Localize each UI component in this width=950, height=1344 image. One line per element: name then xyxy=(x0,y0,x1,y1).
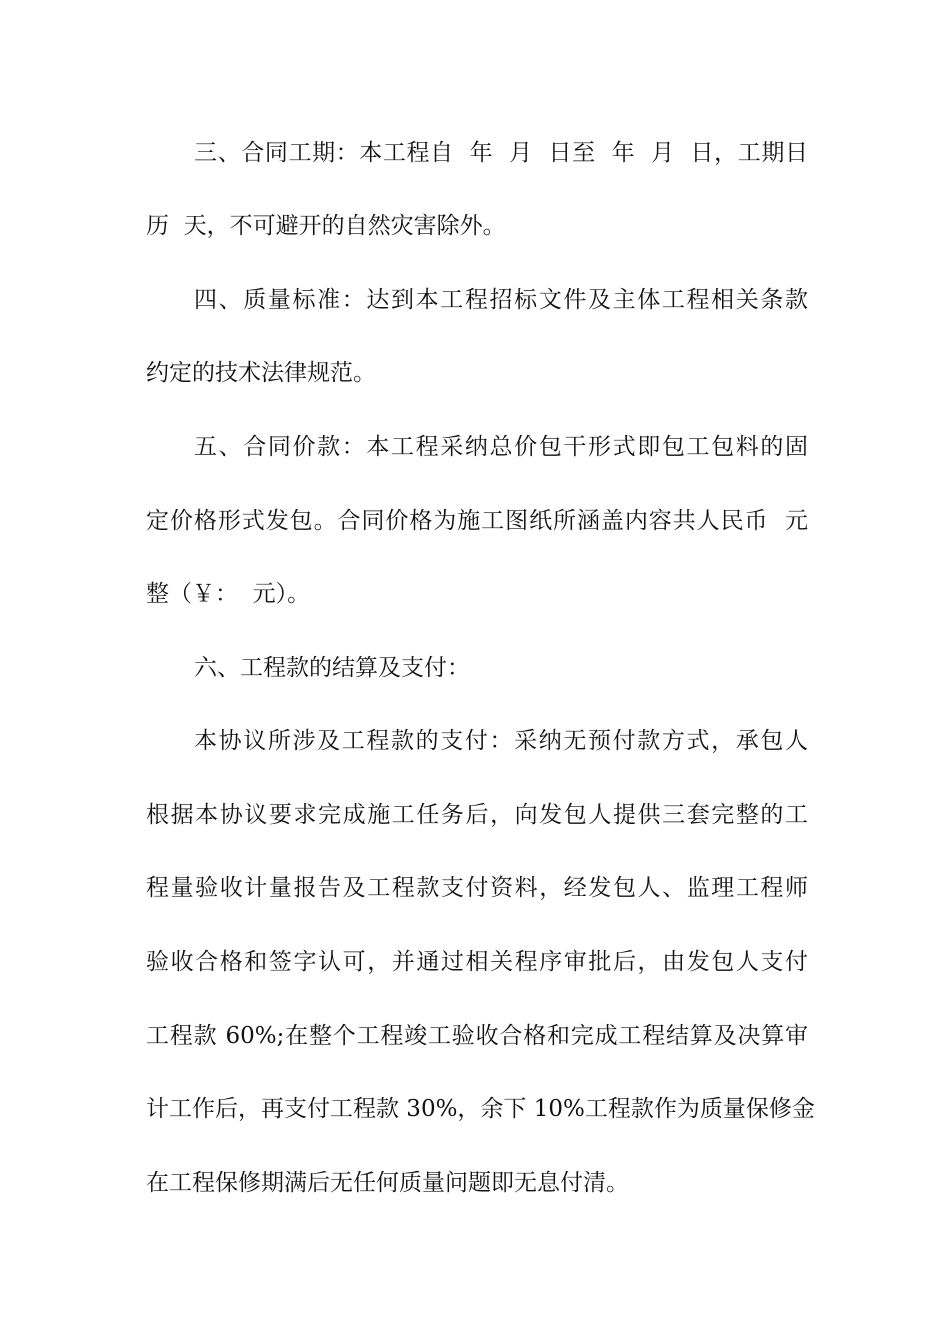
clause-6-line-1: 本协议所涉及工程款的支付：采纳无预付款方式，承包人 xyxy=(194,728,808,754)
clause-6-line-5: 工程款 60%;在整个工程竣工验收合格和完成工程结算及决算审 xyxy=(146,1023,808,1049)
clause-6-line-3: 程量验收计量报告及工程款支付资料，经发包人、监理工程师 xyxy=(146,875,808,901)
clause-6-line-7: 在工程保修期满后无任何质量问题即无息付清。 xyxy=(146,1170,629,1196)
clause-5-line-1: 五、合同价款：本工程采纳总价包干形式即包工包料的固 xyxy=(194,434,808,460)
clause-4-line-1: 四、质量标准：达到本工程招标文件及主体工程相关条款 xyxy=(194,287,808,313)
clause-5-line-2: 定价格形式发包。合同价格为施工图纸所涵盖内容共人民币 元 xyxy=(146,508,808,534)
clause-3-line-2: 历 天，不可避开的自然灾害除外。 xyxy=(146,213,506,239)
clause-5-line-3: 整（￥： 元）。 xyxy=(146,581,311,607)
clause-6-line-2: 根据本协议要求完成施工任务后，向发包人提供三套完整的工 xyxy=(146,802,808,828)
clause-4-line-2: 约定的技术法律规范。 xyxy=(146,360,376,386)
clause-6-line-4: 验收合格和签字认可，并通过相关程序审批后，由发包人支付 xyxy=(146,949,808,975)
clause-6-line-6: 计工作后，再支付工程款 30%，余下 10%工程款作为质量保修金 xyxy=(146,1096,815,1122)
clause-6-heading: 六、工程款的结算及支付： xyxy=(194,655,470,681)
clause-3-line-1: 三、合同工期：本工程自 年 月 日至 年 月 日，工期日 xyxy=(194,140,808,166)
